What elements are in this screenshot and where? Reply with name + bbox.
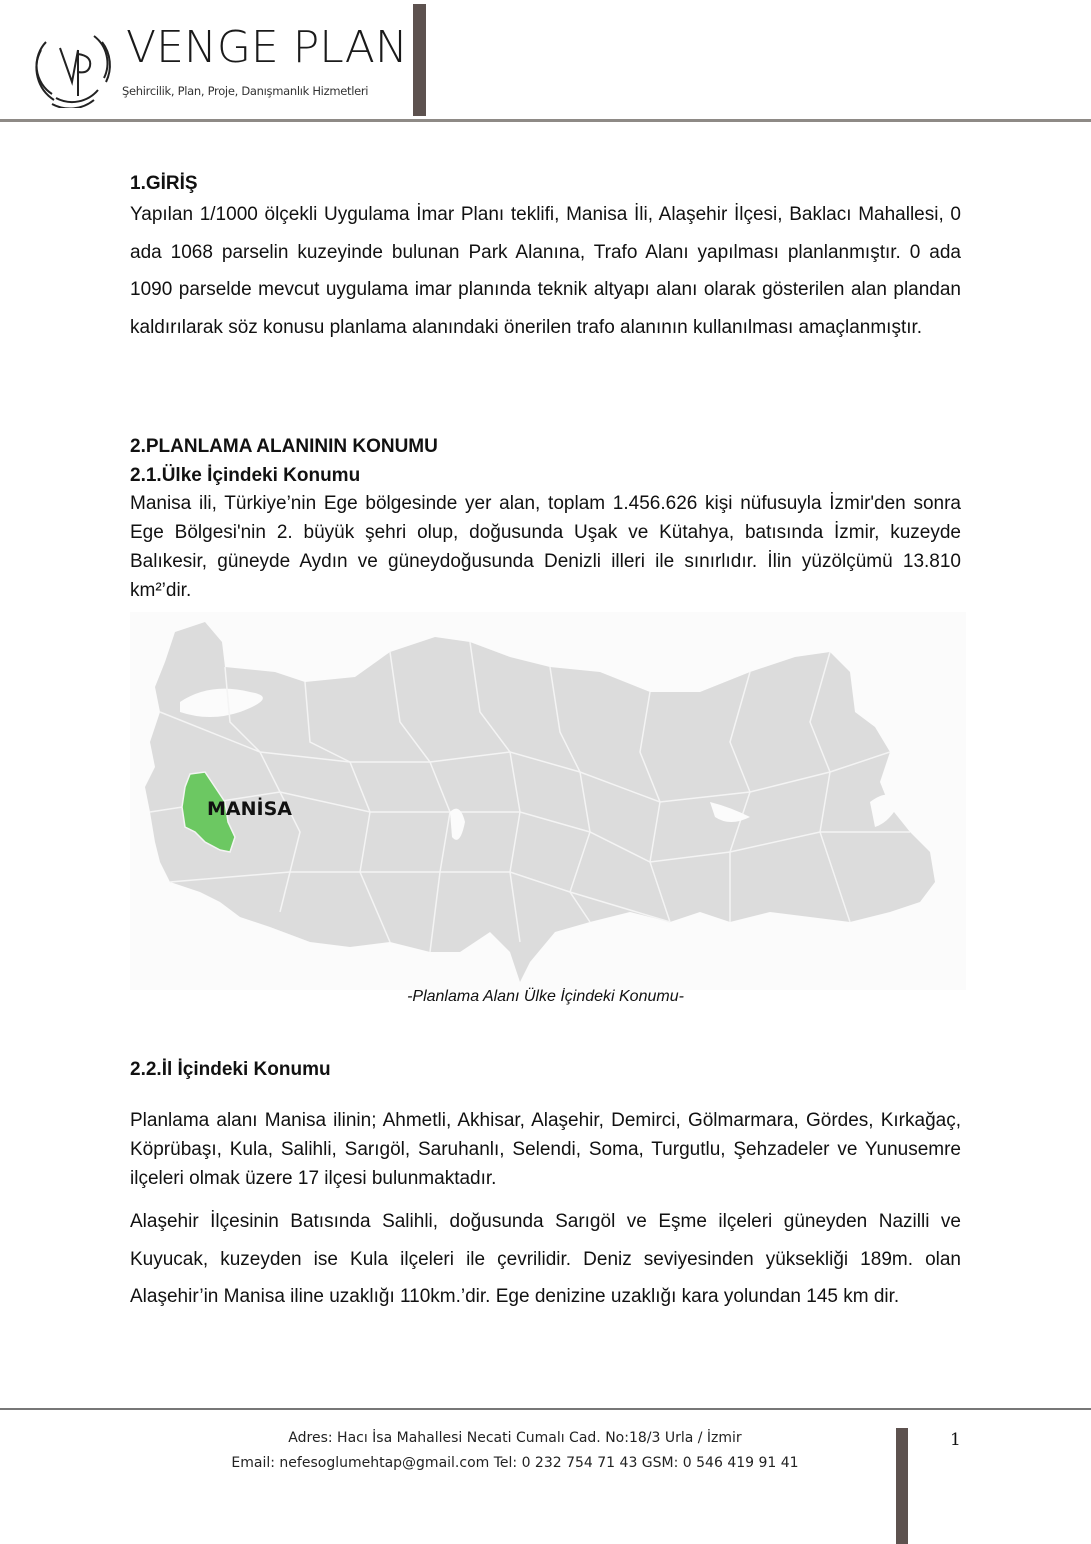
venge-plan-logo-icon bbox=[32, 20, 114, 108]
subsection-paragraph-il-2: Alaşehir İlçesinin Batısında Salihli, doğusunda Sarıgöl ve Eşme ilçeleri güneyden Nazilli ve Kuyucak, kuzeyden ise Kula ilçeleri ile çevrilidir. Deniz seviyesinden yüksekliği 189m. olan Alaşehir’in Manisa iline uzaklığı 110km.’dir. Ege denizine uzaklığı kara yolundan 145 km dir. bbox=[130, 1211, 961, 1307]
brand-tagline: Şehircilik, Plan, Proje, Danışmanlık Hizmetleri bbox=[122, 84, 369, 98]
turkey-location-map bbox=[130, 612, 966, 990]
footer-contact: Email: nefesoglumehtap@gmail.com Tel: 0 232 754 71 43 GSM: 0 546 419 91 41 bbox=[231, 1455, 799, 1471]
subsection-paragraph-il-1: Planlama alanı Manisa ilinin; Ahmetli, Akhisar, Alaşehir, Demirci, Gölmarmara, Gördes, Kırkağaç, Köprübaşı, Kula, Salihli, Sarıgöl, Saruhanlı, Selendi, Soma, Turgutlu, Şehzadeler ve Yunusemre ilçeleri olmak üzere 17 ilçesi bulunmaktadır. bbox=[130, 1110, 961, 1189]
map-caption: -Planlama Alanı Ülke İçindeki Konumu- bbox=[407, 988, 684, 1005]
section-paragraph-giris: Yapılan 1/1000 ölçekli Uygulama İmar Planı teklifi, Manisa İli, Alaşehir İlçesi, Baklacı Mahallesi, 0 ada 1068 parselin kuzeyinde bulunan Park Alanına, Trafo Alanı yapılması planlanmıştır. 0 ada 1090 parselde mevcut uygulama imar planında teknik altyapı alanı olarak gösterilen alan plandan kaldırılarak söz konusu planlama alanındaki önerilen trafo alanının kullanılması amaçlanmıştır. bbox=[130, 204, 961, 338]
header-divider bbox=[0, 119, 1091, 122]
section-heading-planlama-alani: 2.PLANLAMA ALANININ KONUMU bbox=[130, 436, 438, 457]
footer-address: Adres: Hacı İsa Mahallesi Necati Cumalı Cad. No:18/3 Urla / İzmir bbox=[288, 1430, 742, 1446]
footer-accent-bar bbox=[896, 1428, 908, 1544]
subsection-paragraph-ulke: Manisa ili, Türkiye’nin Ege bölgesinde yer alan, toplam 1.456.626 kişi nüfusuyla İzmir'den sonra Ege Bölgesi'nin 2. büyük şehri olup, doğusunda Uşak ve Kütahya, batısında İzmir, kuzeyde Balıkesir, güneyde Aydın ve güneydoğusunda Denizli illeri ile sınırlıdır. İlin yüzölçümü 13.810 km²’dir. bbox=[130, 493, 961, 601]
page-number: 1 bbox=[950, 1430, 961, 1450]
turkey-map-svg bbox=[130, 612, 966, 990]
subsection-heading-ulke: 2.1.Ülke İçindeki Konumu bbox=[130, 465, 361, 486]
page-header bbox=[0, 0, 1091, 122]
subsection-heading-il: 2.2.İl İçindeki Konumu bbox=[130, 1059, 331, 1080]
footer-divider bbox=[0, 1408, 1091, 1410]
section-heading-giris: 1.GİRİŞ bbox=[130, 173, 198, 194]
header-accent-bar bbox=[413, 4, 426, 116]
manisa-label: MANİSA bbox=[207, 798, 292, 820]
brand-name: VENGE PLAN bbox=[126, 22, 408, 73]
